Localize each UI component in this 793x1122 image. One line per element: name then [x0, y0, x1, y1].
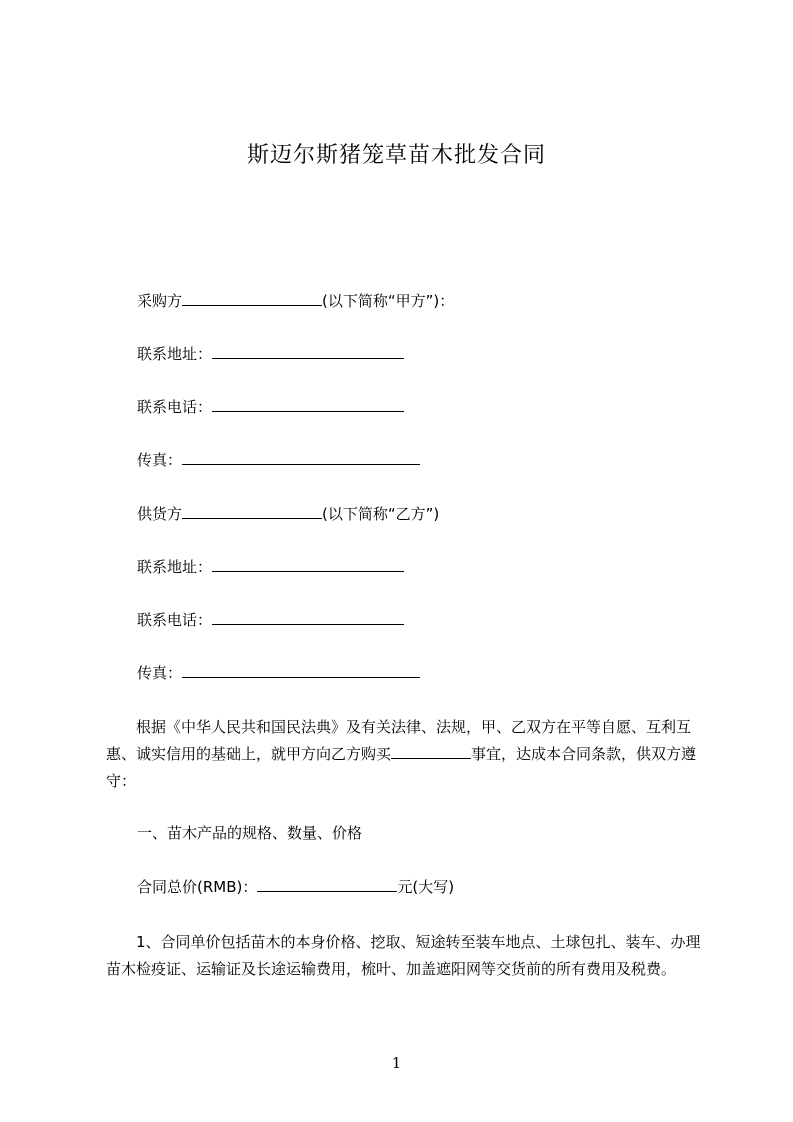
seller-address-blank: [212, 556, 404, 572]
buyer-address-blank: [212, 343, 404, 359]
total-price-suffix: 元(大写): [397, 878, 455, 896]
intro-item-blank: [391, 743, 471, 759]
clause-1: 1、合同单价包括苗木的本身价格、挖取、短途转至装车地点、土球包扎、装车、办理苗木检疫证、运输证及长途运输费用，梳叶、加盖遮阳网等交货前的所有费用及税费。: [106, 933, 701, 978]
buyer-address-line: [137, 343, 404, 365]
buyer-name-blank: [182, 290, 322, 306]
buyer-fax-blank: [182, 449, 420, 465]
intro-paragraph: [106, 714, 706, 795]
total-price-line: [137, 876, 454, 898]
seller-line: [137, 503, 439, 525]
buyer-phone-blank: [212, 396, 404, 412]
seller-address-label: 联系地址：: [137, 558, 213, 576]
total-price-blank: [257, 876, 397, 892]
buyer-phone-line: [137, 396, 404, 418]
buyer-address-label: 联系地址：: [137, 345, 213, 363]
seller-phone-label: 联系电话：: [137, 611, 213, 629]
section1-heading: 一、苗木产品的规格、数量、价格: [137, 824, 363, 842]
seller-fax-blank: [182, 662, 420, 678]
buyer-fax-line: [137, 449, 420, 471]
seller-suffix: (以下简称“乙方”): [322, 505, 440, 523]
total-price-label: 合同总价(RMB)：: [137, 878, 258, 896]
buyer-phone-label: 联系电话：: [137, 398, 213, 416]
seller-fax-label: 传真：: [137, 664, 183, 682]
seller-fax-line: [137, 662, 420, 684]
page-number: 1: [391, 1054, 402, 1072]
seller-name-blank: [182, 503, 322, 519]
buyer-fax-label: 传真：: [137, 451, 183, 469]
buyer-line: [137, 290, 454, 312]
seller-address-line: [137, 556, 404, 578]
seller-label: 供货方: [137, 505, 183, 523]
buyer-suffix: (以下简称“甲方”)：: [322, 292, 455, 310]
seller-phone-blank: [212, 609, 404, 625]
buyer-label: 采购方: [137, 292, 183, 310]
intro-text-1: 根据《中华人民共和国民法典》及有关法律、法规，甲、乙双方在平等自愿、互利互惠、诚实信用的基础上，就甲方向乙方购买: [106, 718, 692, 763]
intro-text-2: 事宜，达成本合同条款，供双方遵守：: [106, 745, 697, 790]
seller-phone-line: [137, 609, 404, 631]
document-title: 斯迈尔斯猪笼草苗木批发合同: [246, 143, 546, 168]
